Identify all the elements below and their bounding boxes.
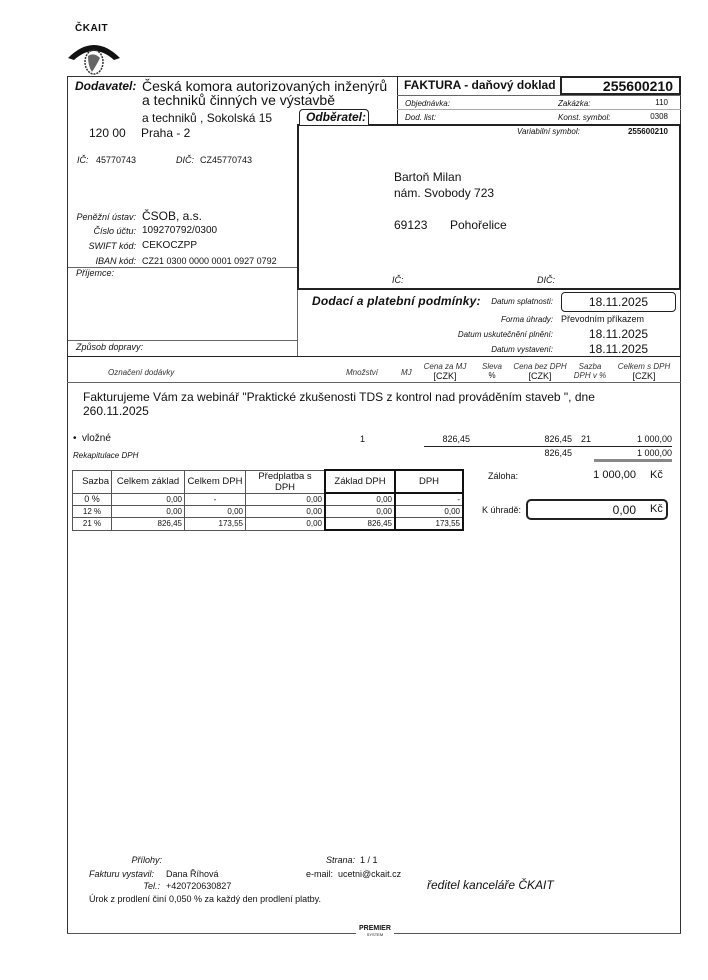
swift-label: SWIFT kód: [88,241,136,251]
vat-vat: 0,00 [395,506,463,518]
supplier-dic-label: DIČ: [176,155,194,165]
premier-logo [356,926,394,938]
vat-row-2 [73,518,464,531]
payment-method-value: Převodním příkazem [561,314,645,324]
double-underline [594,459,672,462]
intro-text-line1: Fakturujeme Vám za webinář "Praktické zkušenosti TDS z kontrol nad prováděním staveb ", dne [83,390,595,404]
invoice-number: 255600210 [602,78,673,94]
col-discount: Sleva [481,362,502,371]
issued-by-label: Fakturu vystavil: [89,869,155,879]
vat-base-total: 0,00 [112,493,185,506]
vat-vat-total: 173,55 [185,518,246,531]
recap-gross-total: 1 000,00 [636,448,672,458]
supplier-label: Dodavatel: [75,79,137,93]
vat-prepayment: 0,00 [246,518,326,531]
due-date-value: 18.11.2025 [588,295,649,309]
vat-header-vat: DPH [395,470,463,493]
vat-vat-total: 0,00 [185,506,246,518]
vat-base-total: 0,00 [112,506,185,518]
vat-header-base: Základ DPH [325,470,395,493]
supplier-city: Praha - 2 [141,126,191,140]
col-total-currency: [CZK] [632,371,656,381]
vat-rate: 12 % [73,506,112,518]
vat-vat-total: - [185,493,246,506]
premier-brand: PREMIER [359,925,391,932]
iban-value: CZ21 0300 0000 0001 0927 0792 [142,256,277,266]
vat-header-vat-total: Celkem DPH [185,470,246,493]
customer-label: Odběratel: [306,110,367,124]
item-net: 826,45 [544,434,572,444]
deposit-value: 1 000,00 [593,469,636,481]
divider [67,382,681,383]
vat-recap-table [72,469,464,531]
bank-value: ČSOB, a.s. [142,209,203,223]
customer-street: nám. Svobody 723 [394,186,495,200]
var-symbol-label: Variabilní symbol: [517,127,580,136]
supplier-name-line2: a techniků činných ve výstavbě [142,92,335,108]
recap-label: Rekapitulace DPH [73,451,139,460]
divider [397,95,681,96]
order-label: Objednávka: [405,99,450,108]
email-label: e-mail: [306,869,334,879]
contract-value: 110 [655,98,668,107]
vat-prepayment: 0,00 [246,506,326,518]
transport-label: Způsob dopravy: [76,342,144,352]
vat-base-total: 826,45 [112,518,185,531]
item-total: 1 000,00 [636,434,672,444]
invoice-title: FAKTURA - daňový doklad [404,78,556,92]
vat-base: 826,45 [325,518,395,531]
deposit-currency: Kč [650,469,663,481]
phone-label: Tel.: [143,881,160,891]
deposit-label: Záloha: [488,471,519,481]
issue-date-label: Datum vystavení: [491,345,553,354]
recap-net-total: 826,45 [544,448,572,458]
supplier-name-line1: Česká komora autorizovaných inženýrů [142,78,388,94]
col-rate-unit: DPH v % [573,371,607,380]
phone-value: +420720630827 [166,881,232,891]
col-total: Celkem s DPH [617,362,671,371]
col-unit-price: Cena za MJ [423,362,467,371]
vat-header-base-total: Celkem základ [112,470,185,493]
account-label: Číslo účtu: [93,226,136,236]
vat-header-rate: Sazba [73,470,112,493]
payment-method-label: Forma úhrady: [500,315,553,324]
swift-value: CEKOCZPP [142,240,198,251]
taxable-date-value: 18.11.2025 [588,327,649,341]
contract-label: Zakázka: [558,99,591,108]
page-label: Strana: [326,855,356,865]
email-value[interactable]: ucetni@ckait.cz [338,869,402,879]
supplier-zip: 120 00 [89,126,126,140]
vat-rate: 21 % [73,518,112,531]
vat-rate: 0 % [73,493,112,506]
vat-vat: - [395,493,463,506]
signature: ředitel kanceláře ČKAIT [427,878,554,892]
vat-row-0 [73,493,464,506]
item-quantity: 1 [360,434,366,444]
page-value: 1 / 1 [360,855,378,865]
account-value: 109270792/0300 [142,225,218,236]
customer-name: Bartoň Milan [394,170,462,184]
due-date-label: Datum splatnosti: [491,297,553,306]
vat-base: 0,00 [325,506,395,518]
logo-text: ČKAIT [75,23,109,34]
issued-by-value: Dana Říhová [166,869,219,879]
terms-label: Dodací a platební podmínky: [312,294,481,308]
supplier-street: a techniků , Sokolská 15 [142,111,273,125]
col-unit-price-currency: [CZK] [433,371,457,381]
attachments-label: Přílohy: [131,855,162,865]
col-quantity: Množství [346,368,379,377]
col-net: Cena bez DPH [513,362,567,371]
customer-zip: 69123 [394,218,428,232]
customer-city: Pohořelice [450,218,507,232]
customer-dic-label: DIČ: [537,275,555,285]
divider [397,109,681,110]
interest-text: Úrok z prodlení činí 0,050 % za každý den prodlení platby. [89,894,321,904]
recipient-label: Příjemce: [76,268,115,278]
vat-row-1 [73,506,464,518]
supplier-ic-label: IČ: [77,155,89,165]
customer-box [297,124,681,290]
col-discount-unit: % [488,371,496,380]
customer-ic-label: IČ: [392,275,404,285]
item-unit-price: 826,45 [442,434,470,444]
vat-table-header [73,470,464,493]
col-net-currency: [CZK] [528,371,552,381]
var-symbol-value: 255600210 [627,127,668,136]
const-symbol-label: Konst. symbol: [558,113,611,122]
col-description: Označení dodávky [108,368,175,377]
taxable-date-label: Datum uskutečnění plnění: [457,330,553,339]
bank-label: Peněžní ústav: [76,212,136,222]
supplier-ic-value: 45770743 [96,155,137,165]
item-rate: 21 [581,434,592,444]
amount-due-label: K úhradě: [482,505,522,515]
delivery-note-label: Dod. list: [405,113,437,122]
iban-label: IBAN kód: [95,256,136,266]
item-name: vložné [82,433,111,444]
divider [67,356,681,357]
vat-header-prepayment: Předplatba s DPH [246,470,326,493]
amount-due-currency: Kč [650,503,663,515]
supplier-dic-value: CZ45770743 [200,155,253,165]
amount-due-value: 0,00 [612,503,636,517]
vat-base: 0,00 [325,493,395,506]
divider [68,340,297,341]
divider [397,76,398,126]
col-unit: MJ [401,368,412,377]
col-rate: Sazba [578,362,602,371]
divider [424,446,672,447]
bullet-icon: • [73,433,77,444]
const-symbol-value: 0308 [650,112,668,121]
vat-vat: 173,55 [395,518,463,531]
vat-prepayment: 0,00 [246,493,326,506]
logo-emblem-icon [64,36,124,76]
premier-sub: SYSTEM [366,932,384,937]
intro-text-line2: 260.11.2025 [83,404,149,418]
issue-date-value: 18.11.2025 [588,342,649,356]
